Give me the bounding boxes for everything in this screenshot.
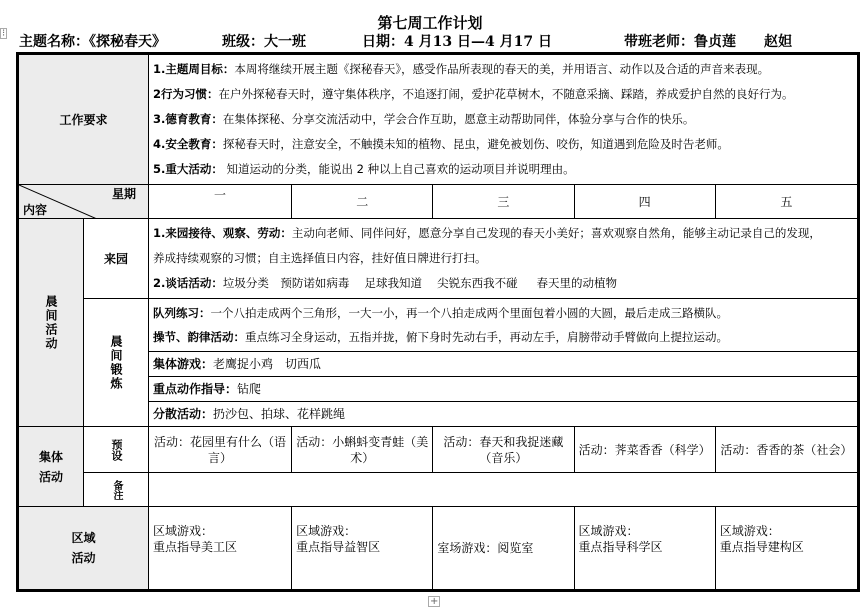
group-activity-thu: 活动：荠菜香香（科学） bbox=[574, 427, 715, 473]
table-resize-handle[interactable]: + bbox=[430, 596, 439, 607]
area-activity-wed: 室场游戏：阅览室 bbox=[433, 507, 574, 591]
area-activity-label: 区域活动 bbox=[18, 507, 149, 591]
class-name: 班级：大一班 bbox=[222, 34, 306, 50]
day-monday: 一 bbox=[149, 185, 292, 219]
requirement-item: 2行为习惯：在户外探秘春天时，遵守集体秩序，不追逐打闹，爱护花草树木，不随意采摘、踩踏，养成爱护自然的良好行为。 bbox=[153, 87, 794, 101]
group-activity-fri: 活动：香香的茶（社会） bbox=[715, 427, 858, 473]
content-header-label: 内容 bbox=[23, 203, 48, 217]
weekday-header-label: 星期 bbox=[111, 187, 136, 201]
area-activity-mon: 区域游戏： 重点指导美工区 bbox=[149, 507, 292, 591]
area-activity-fri: 区域游戏： 重点指导建构区 bbox=[715, 507, 858, 591]
document-title: 第七周工作计划 bbox=[377, 14, 483, 32]
exercise-free-activity: 分散活动：扔沙包、拍球、花样跳绳 bbox=[149, 402, 859, 427]
day-tuesday: 二 bbox=[292, 185, 433, 219]
requirement-item: 5.重大活动： 知道运动的分类，能说出 2 种以上自己喜欢的运动项目并说明理由。 bbox=[153, 162, 575, 176]
requirements-label: 工作要求 bbox=[18, 54, 149, 185]
area-activity-thu: 区域游戏： 重点指导科学区 bbox=[574, 507, 715, 591]
group-activity-label: 集体活动 bbox=[18, 427, 84, 507]
teachers: 带班老师：鲁贞莲 赵妲 bbox=[624, 34, 792, 50]
table-move-handle[interactable]: ⁝ bbox=[2, 28, 6, 39]
arrival-content: 1.来园接待、观察、劳动：主动向老师、同伴问好，愿意分享自己发现的春天小美好；喜欢观察自然角，能够主动记录自己的发现， 养成持续观察的习惯；自主选择值日内容，挂好值日牌进行打扫。 2.谈话活动：垃圾分类 预防诺如病毒 足球我知道 尖锐东西我不碰 春天里的动植物 bbox=[149, 219, 859, 299]
exercise-key-movement: 重点动作指导：钻爬 bbox=[149, 377, 859, 402]
weekday-diagonal-header bbox=[18, 185, 149, 219]
requirements-content bbox=[149, 54, 859, 185]
day-friday: 五 bbox=[715, 185, 858, 219]
requirement-item: 1.主题周目标：本周将继续开展主题《探秘春天》，感受作品所表现的春天的美，并用语言、动作以及合适的声音来表现。 bbox=[153, 62, 770, 76]
preset-label: 预设 bbox=[84, 427, 149, 473]
morning-activity-label: 晨间活动 bbox=[18, 219, 84, 427]
exercise-label: 晨间锻炼 bbox=[84, 299, 149, 427]
theme-name: 主题名称：《探秘春天》 bbox=[19, 34, 166, 50]
requirement-item: 4.安全教育：探秘春天时，注意安全，不触摸未知的植物、昆虫，避免被划伤、咬伤，知道遇到危险及时告老师。 bbox=[153, 137, 729, 151]
group-activity-wed: 活动：春天和我捉迷藏（音乐） bbox=[433, 427, 574, 473]
area-activity-tue: 区域游戏： 重点指导益智区 bbox=[292, 507, 433, 591]
requirement-item: 3.德育教育：在集体探秘、分享交流活动中，学会合作互助，愿意主动帮助同伴，体验分享与合作的快乐。 bbox=[153, 112, 695, 126]
group-activity-tue: 活动：小蝌蚪变青蛙（美术） bbox=[292, 427, 433, 473]
exercise-drill: 队列练习：一个八拍走成两个三角形，一大一小，再一个八拍走成两个里面包着小圆的大圆，最后走成三路横队。 操节、韵律活动：重点练习全身运动，五指并拢，俯下身时先动右手，再动左手，肩膀带动手臂做向上提拉运动。 bbox=[149, 299, 859, 352]
arrival-label: 来园 bbox=[84, 219, 149, 299]
exercise-group-game: 集体游戏：老鹰捉小鸡 切西瓜 bbox=[149, 352, 859, 377]
day-wednesday: 三 bbox=[433, 185, 574, 219]
weekly-plan-table bbox=[16, 52, 860, 592]
group-activity-mon: 活动：花园里有什么（语言） bbox=[149, 427, 292, 473]
date-range: 日期：4 月13 日—4 月17 日 bbox=[362, 34, 552, 50]
note-content bbox=[149, 473, 859, 507]
day-thursday: 四 bbox=[574, 185, 715, 219]
note-label: 备注 bbox=[84, 473, 149, 507]
